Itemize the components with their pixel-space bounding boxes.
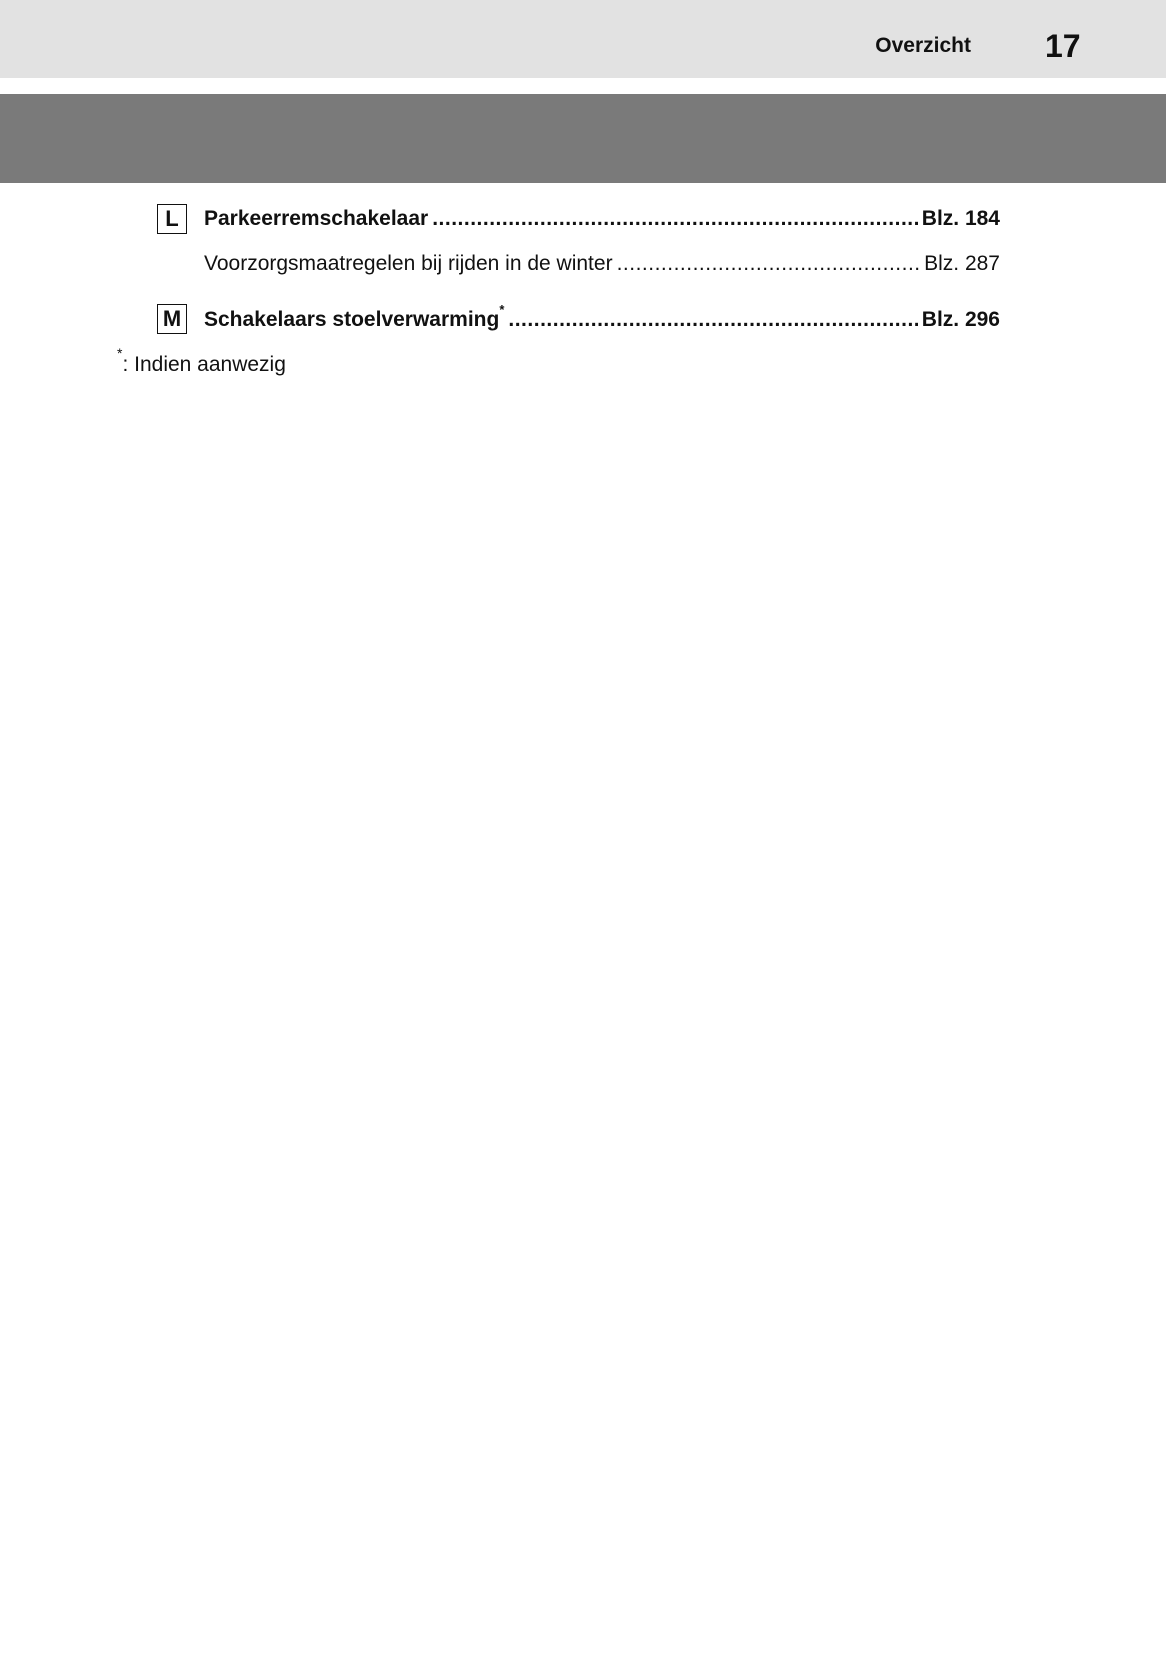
toc-page-ref: Blz. 296: [921, 308, 1000, 331]
footnote: [117, 345, 286, 377]
footnote-text: : Indien aanwezig: [122, 353, 286, 376]
section-title: Overzicht: [875, 34, 971, 57]
toc-entry-stoelverwarming[interactable]: [204, 302, 1000, 332]
toc-entry-winter[interactable]: [204, 252, 1000, 276]
toc-entry-title: Schakelaars stoelverwarming*: [204, 302, 505, 331]
toc-entry-title: Voorzorgsmaatregelen bij rijden in de winter: [204, 252, 613, 275]
item-letter-l: L: [157, 204, 187, 234]
footnote-marker: *: [499, 302, 505, 317]
item-letter-m: M: [157, 304, 187, 334]
page-number: 17: [1045, 28, 1081, 64]
dot-leader: [617, 252, 921, 276]
footnote-marker: *: [117, 345, 123, 361]
section-banner: [0, 94, 1166, 183]
toc-page-ref: Blz. 287: [924, 252, 1000, 275]
toc-entry-parkeerremschakelaar[interactable]: [204, 207, 1000, 231]
page-header: [0, 0, 1166, 78]
toc-page-ref: Blz. 184: [921, 207, 1000, 230]
dot-leader: [508, 308, 917, 332]
dot-leader: [432, 207, 918, 231]
toc-entry-title: Parkeerremschakelaar: [204, 207, 429, 230]
